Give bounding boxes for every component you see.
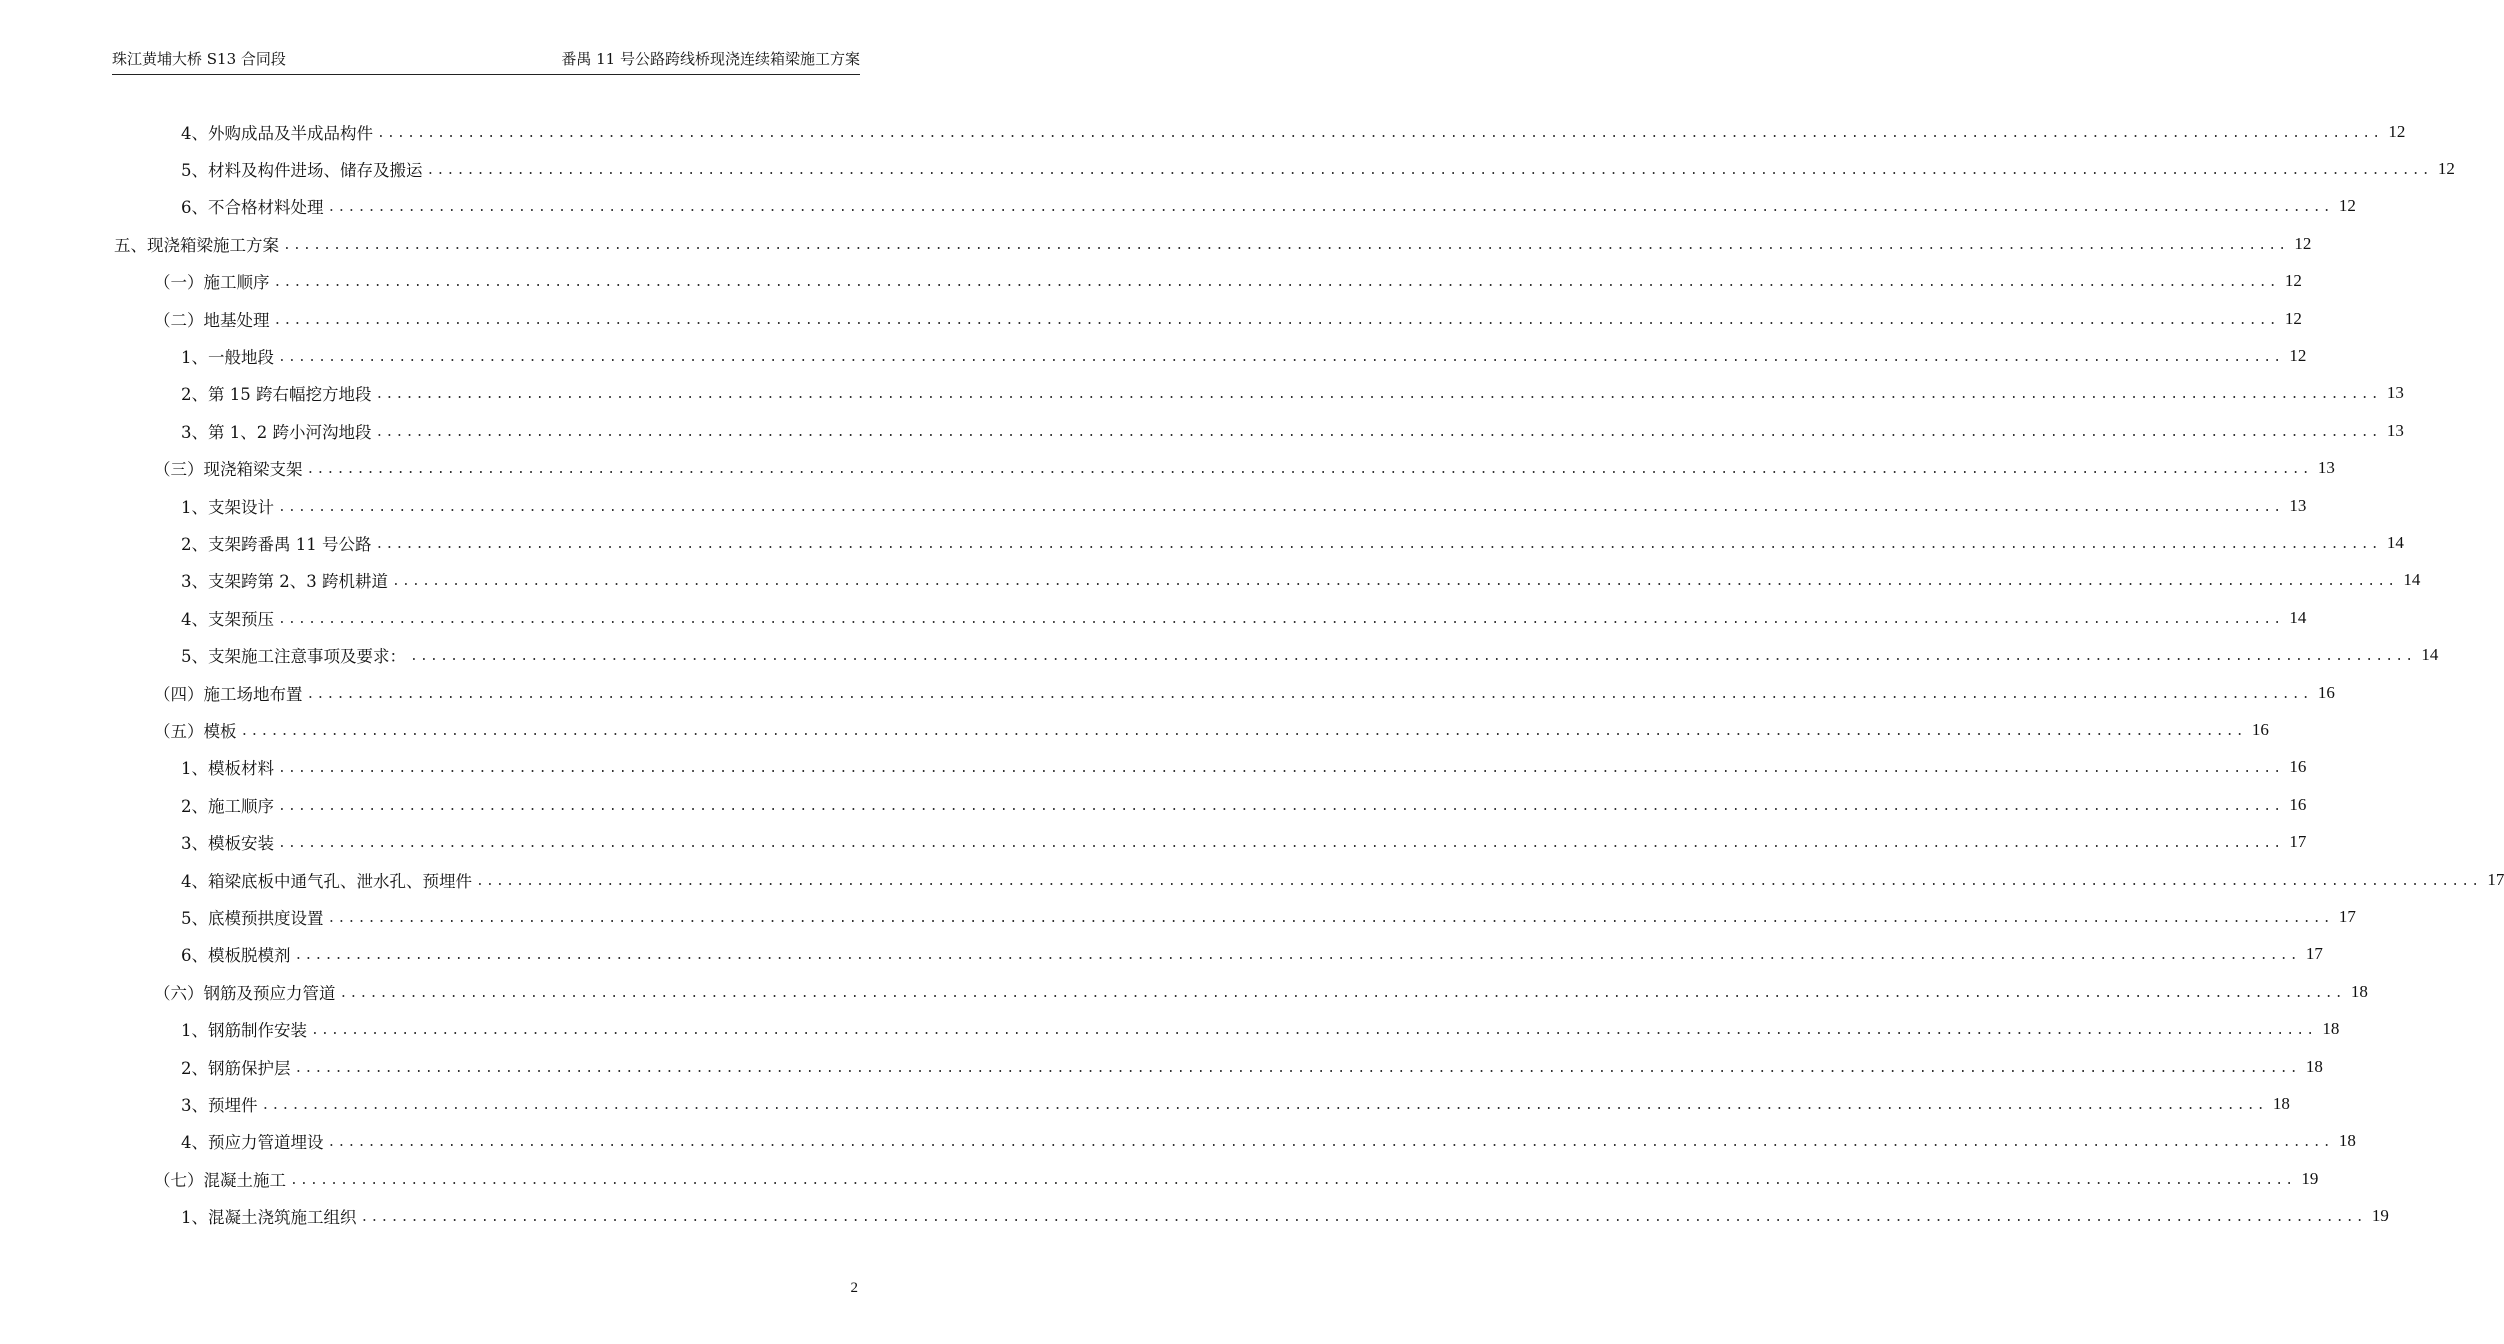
toc-dot-leader: ........................................................................................................................................................................................................ — [278, 611, 2284, 627]
toc-entry-page: 17 — [2487, 869, 2504, 889]
toc-entry-title: 4、外购成品及半成品构件 — [181, 123, 373, 143]
toc-entry[interactable] — [181, 936, 2323, 973]
toc-entry-title: （二）地基处理 — [154, 310, 270, 330]
toc-entry[interactable] — [181, 562, 2421, 599]
toc-dot-leader: ........................................................................................................................................................................................................ — [273, 275, 2279, 291]
toc-entry-title: 5、底模预拱度设置 — [181, 909, 324, 929]
toc-entry-page: 18 — [2322, 1019, 2340, 1039]
toc-dot-leader: ........................................................................................................................................................................................................ — [240, 724, 2246, 740]
toc-entry[interactable] — [181, 412, 2404, 449]
toc-entry[interactable] — [181, 375, 2404, 412]
toc-entry-page: 19 — [2301, 1168, 2319, 1188]
toc-entry-page: 16 — [2251, 720, 2269, 740]
toc-entry[interactable] — [181, 898, 2356, 935]
toc-entry-title: 3、预埋件 — [181, 1096, 258, 1116]
toc-dot-leader: ........................................................................................................................................................................................................ — [273, 312, 2279, 328]
toc-dot-leader: ........................................................................................................................................................................................................ — [311, 1023, 2317, 1039]
toc-dot-leader: ........................................................................................................................................................................................................ — [290, 1172, 2296, 1188]
toc-entry-title: 4、支架预压 — [181, 609, 274, 629]
toc-entry-title: 3、支架跨第 2、3 跨机耕道 — [181, 572, 388, 592]
page-header — [112, 44, 860, 75]
toc-entry-title: （三）现浇箱梁支架 — [154, 460, 303, 480]
toc-entry-title: （六）钢筋及预应力管道 — [154, 983, 336, 1003]
toc-entry[interactable] — [181, 337, 2307, 374]
toc-dot-leader: ........................................................................................................................................................................................................ — [278, 499, 2284, 515]
toc-entry-page: 17 — [2338, 907, 2356, 927]
toc-entry-title: 3、第 1、2 跨小河沟地段 — [181, 422, 372, 442]
toc-entry-title: 2、支架跨番禺 11 号公路 — [181, 535, 372, 555]
toc-dot-leader: ........................................................................................................................................................................................................ — [391, 574, 2398, 590]
toc-entry-title: 1、混凝土浇筑施工组织 — [181, 1208, 357, 1228]
toc-dot-leader: ........................................................................................................................................................................................................ — [426, 163, 2432, 179]
header-document-title: 番禺 11 号公路跨线桥现浇连续箱梁施工方案 — [561, 50, 860, 68]
toc-dot-leader: ........................................................................................................................................................................................................ — [306, 462, 2312, 478]
toc-dot-leader: ........................................................................................................................................................................................................ — [278, 836, 2284, 852]
toc-entry[interactable] — [154, 300, 2302, 337]
toc-entry-title: 2、施工顺序 — [181, 796, 274, 816]
toc-entry[interactable] — [181, 824, 2307, 861]
toc-entry-page: 13 — [2317, 458, 2335, 478]
toc-dot-leader: ........................................................................................................................................................................................................ — [278, 798, 2284, 814]
toc-dot-leader: ........................................................................................................................................................................................................ — [360, 1210, 2366, 1226]
toc-entry-title: （七）混凝土施工 — [154, 1170, 286, 1190]
toc-entry[interactable] — [114, 225, 2312, 262]
toc-entry[interactable] — [154, 263, 2302, 300]
toc-dot-leader: ........................................................................................................................................................................................................ — [327, 1135, 2333, 1151]
toc-entry[interactable] — [154, 973, 2368, 1010]
toc-entry-page: 12 — [2284, 271, 2302, 291]
toc-entry-title: （五）模板 — [154, 722, 237, 742]
toc-entry-page: 17 — [2289, 832, 2307, 852]
toc-dot-leader: ........................................................................................................................................................................................................ — [278, 350, 2284, 366]
toc-entry[interactable] — [181, 1085, 2290, 1122]
toc-entry[interactable] — [154, 450, 2335, 487]
toc-entry-page: 16 — [2289, 794, 2307, 814]
toc-entry-page: 14 — [2386, 533, 2404, 553]
toc-entry[interactable] — [181, 188, 2356, 225]
toc-entry-title: 5、材料及构件进场、储存及搬运 — [181, 161, 423, 181]
toc-entry-title: 6、模板脱模剂 — [181, 946, 291, 966]
toc-entry[interactable] — [181, 113, 2406, 150]
toc-dot-leader: ........................................................................................................................................................................................................ — [261, 1098, 2267, 1114]
toc-entry-title: 3、模板安装 — [181, 834, 274, 854]
toc-entry-title: 4、箱梁底板中通气孔、泄水孔、预埋件 — [181, 871, 472, 891]
toc-entry-page: 18 — [2338, 1131, 2356, 1151]
toc-dot-leader: ........................................................................................................................................................................................................ — [294, 1060, 2300, 1076]
toc-entry[interactable] — [181, 861, 2504, 898]
toc-entry-page: 13 — [2386, 420, 2404, 440]
toc-entry-page: 19 — [2371, 1206, 2389, 1226]
toc-entry-page: 18 — [2305, 1056, 2323, 1076]
toc-dot-leader: ........................................................................................................................................................................................................ — [375, 537, 2381, 553]
toc-entry-page: 14 — [2403, 570, 2421, 590]
toc-entry-page: 12 — [2338, 196, 2356, 216]
toc-entry[interactable] — [181, 487, 2307, 524]
toc-dot-leader: ........................................................................................................................................................................................................ — [327, 911, 2333, 927]
toc-dot-leader: ........................................................................................................................................................................................................ — [476, 873, 2482, 889]
toc-entry[interactable] — [154, 1160, 2319, 1197]
toc-entry-title: 1、支架设计 — [181, 497, 274, 517]
toc-entry[interactable] — [181, 1011, 2340, 1048]
toc-entry[interactable] — [181, 599, 2307, 636]
toc-entry-title: 五、现浇箱梁施工方案 — [114, 235, 279, 255]
page-number: 2 — [850, 1280, 858, 1296]
toc-entry-title: 2、第 15 跨右幅挖方地段 — [181, 385, 372, 405]
toc-entry-page: 18 — [2272, 1094, 2290, 1114]
toc-entry-title: （四）施工场地布置 — [154, 684, 303, 704]
toc-entry-page: 16 — [2317, 682, 2335, 702]
toc-dot-leader: ........................................................................................................................................................................................................ — [283, 237, 2289, 253]
toc-entry-page: 14 — [2289, 607, 2307, 627]
toc-entry[interactable] — [154, 674, 2335, 711]
toc-dot-leader: ........................................................................................................................................................................................................ — [294, 948, 2300, 964]
toc-entry-title: （一）施工顺序 — [154, 273, 270, 293]
toc-entry[interactable] — [154, 711, 2269, 748]
toc-entry[interactable] — [181, 786, 2307, 823]
toc-entry-page: 12 — [2437, 159, 2455, 179]
toc-entry-title: 1、一般地段 — [181, 348, 274, 368]
toc-dot-leader: ........................................................................................................................................................................................................ — [339, 985, 2345, 1001]
toc-entry-title: 1、钢筋制作安装 — [181, 1021, 307, 1041]
toc-entry-page: 18 — [2350, 981, 2368, 1001]
toc-entry-page: 14 — [2421, 645, 2439, 665]
toc-dot-leader: ........................................................................................................................................................................................................ — [306, 686, 2312, 702]
toc-entry-page: 17 — [2305, 944, 2323, 964]
header-project-name: 珠江黄埔大桥 S13 合同段 — [112, 50, 286, 68]
toc-entry[interactable] — [181, 637, 2439, 674]
toc-entry-page: 13 — [2386, 383, 2404, 403]
toc-entry-title: 6、不合格材料处理 — [181, 198, 324, 218]
toc-entry-title: 2、钢筋保护层 — [181, 1058, 291, 1078]
toc-dot-leader: ........................................................................................................................................................................................................ — [410, 649, 2416, 665]
toc-entry[interactable] — [181, 1048, 2323, 1085]
toc-entry-page: 12 — [2284, 308, 2302, 328]
toc-entry[interactable] — [181, 524, 2404, 561]
toc-entry-title: 5、支架施工注意事项及要求： — [181, 647, 406, 667]
toc-dot-leader: ........................................................................................................................................................................................................ — [377, 125, 2383, 141]
toc-entry-title: 4、预应力管道埋设 — [181, 1133, 324, 1153]
toc-dot-leader: ........................................................................................................................................................................................................ — [278, 761, 2284, 777]
toc-entry-page: 12 — [2388, 121, 2406, 141]
toc-entry-title: 1、模板材料 — [181, 759, 274, 779]
toc-dot-leader: ........................................................................................................................................................................................................ — [375, 387, 2381, 403]
toc-dot-leader: ........................................................................................................................................................................................................ — [375, 424, 2381, 440]
toc-entry-page: 12 — [2289, 346, 2307, 366]
toc-dot-leader: ........................................................................................................................................................................................................ — [327, 200, 2333, 216]
toc-entry[interactable] — [181, 150, 2455, 187]
toc-entry-page: 12 — [2294, 233, 2312, 253]
toc-entry-page: 13 — [2289, 495, 2307, 515]
toc-entry[interactable] — [181, 1198, 2389, 1235]
toc-entry[interactable] — [181, 749, 2307, 786]
toc-entry[interactable] — [181, 1123, 2356, 1160]
toc-entry-page: 16 — [2289, 757, 2307, 777]
